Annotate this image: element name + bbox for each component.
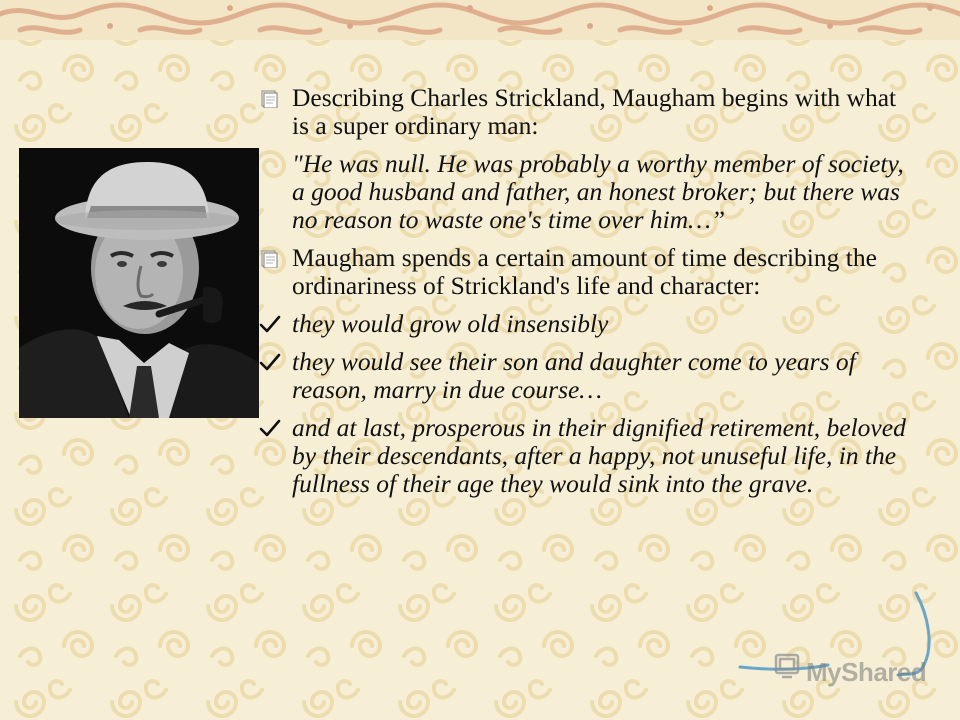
check-text: they would grow old insensibly	[292, 309, 609, 338]
slide-content	[258, 84, 908, 508]
bullet-text: Maugham spends a certain amount of time describing the ordinariness of Strickland's life and character:	[292, 243, 877, 300]
check-item-son-daughter	[258, 348, 908, 404]
bullet-item-intro	[258, 84, 908, 140]
check-text: and at last, prosperous in their dignified retirement, beloved by their descendants, after a happy, not unuseful life, in the fullness of their age they would sink into the grave.	[292, 413, 906, 498]
portrait-illustration	[19, 148, 259, 418]
decorative-top-border	[0, 0, 960, 40]
document-bullet-icon	[261, 90, 278, 108]
bullet-item-ordinariness	[258, 244, 908, 300]
author-portrait-photo	[19, 148, 259, 418]
quote-text: "He was null. He was probably a worthy member of society, a good husband and father, an honest broker; but there was no reason to waste one's time over him…”	[292, 149, 904, 234]
watermark-text: MyShared	[806, 657, 927, 687]
quote-block	[258, 150, 908, 234]
checkmark-icon	[258, 350, 282, 374]
check-text: they would see their son and daughter come to years of reason, marry in due course…	[292, 347, 856, 404]
document-bullet-icon	[261, 250, 278, 268]
bullet-text: Describing Charles Strickland, Maugham begins with what is a super ordinary man:	[292, 83, 897, 140]
checkmark-icon	[258, 312, 282, 336]
check-item-grow-old	[258, 310, 908, 338]
checkmark-icon	[258, 416, 282, 440]
check-item-grave	[258, 414, 908, 498]
